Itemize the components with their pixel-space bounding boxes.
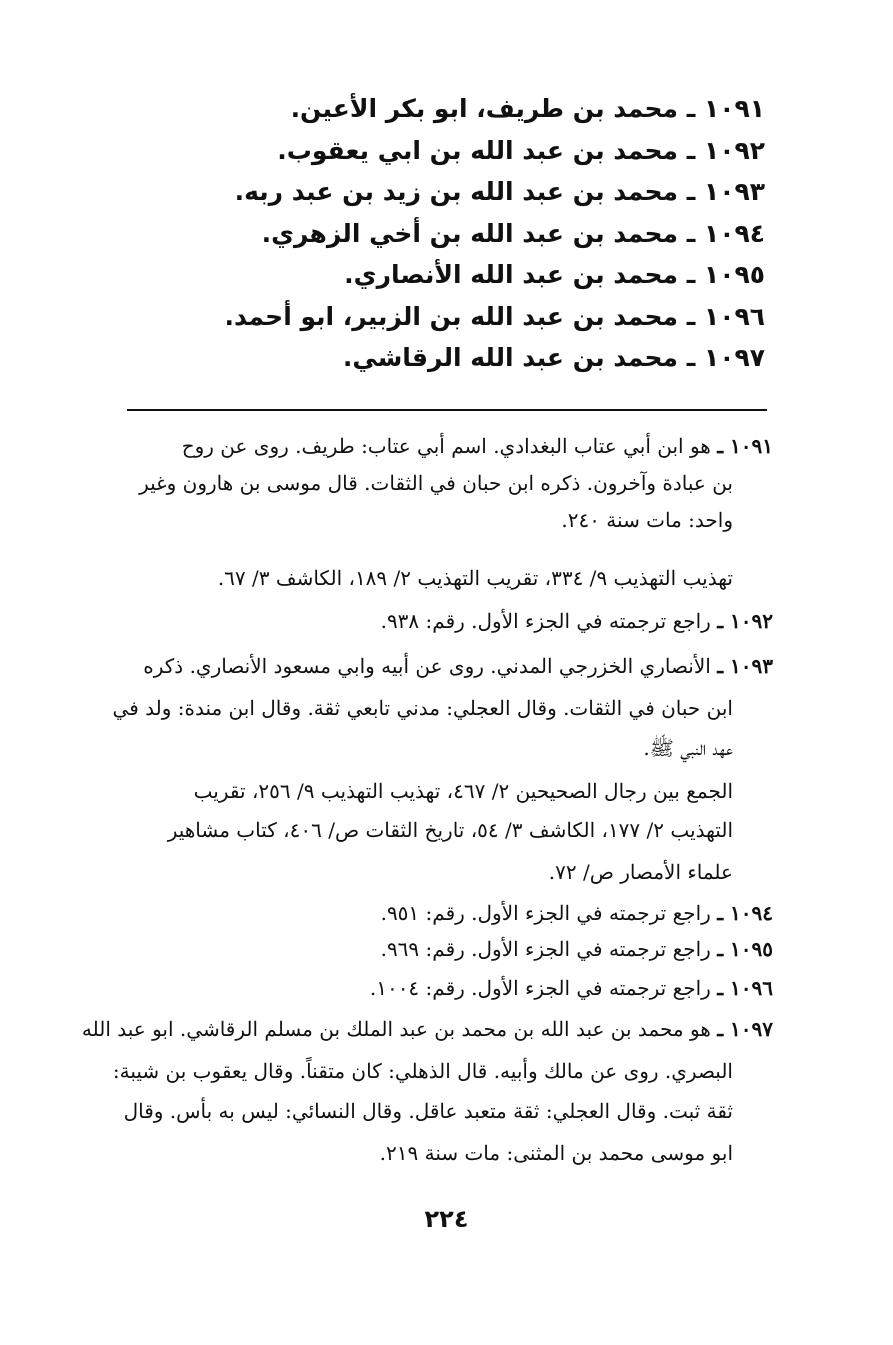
footnote-number: ١٠٩٢ ـ bbox=[717, 609, 773, 633]
footnote-1093-line bbox=[76, 648, 773, 685]
footnote-text: الأنصاري الخزرجي المدني. روى عن أبيه وابي مسعود الأنصاري. ذكره bbox=[143, 654, 711, 678]
list-item: ١٠٩٧ ـ محمد بن عبد الله الرقاشي. bbox=[342, 343, 765, 372]
footnote-text: هو ابن أبي عتاب البغدادي. اسم أبي عتاب: طريف. روى عن روح bbox=[181, 434, 711, 458]
footnote-number: ١٠٩٣ ـ bbox=[717, 654, 773, 678]
footnote-1094-line bbox=[76, 895, 773, 932]
list-item: ١٠٩٣ ـ محمد بن عبد الله بن زيد بن عبد ربه. bbox=[234, 177, 765, 206]
footnote-line: بن عبادة وآخرون. ذكره ابن حبان في الثقات. قال موسى بن هارون وغير bbox=[139, 471, 733, 495]
list-item: ١٠٩٢ ـ محمد بن عبد الله بن ابي يعقوب. bbox=[277, 135, 765, 165]
footnote-1092-line bbox=[76, 603, 773, 640]
footnote-line: ثقة ثبت. وقال العجلي: ثقة متعبد عاقل. وقال النسائي: ليس به بأس. وقال bbox=[123, 1099, 733, 1123]
footnote-reference: تهذيب التهذيب ٩/ ٣٣٤، تقريب التهذيب ٢/ ١٨٩، الكاشف ٣/ ٦٧. bbox=[217, 566, 733, 590]
footnote-1091-line bbox=[76, 428, 773, 465]
page-number: ٢٢٤ bbox=[424, 1205, 469, 1233]
list-item: ١٠٩٤ ـ محمد بن عبد الله بن أخي الزهري. bbox=[261, 218, 765, 248]
footnote-text: راجع ترجمته في الجزء الأول. رقم: ٩٥١. bbox=[380, 901, 711, 925]
footnote-number: ١٠٩٤ ـ bbox=[717, 901, 773, 925]
footnote-text: راجع ترجمته في الجزء الأول. رقم: ٩٣٨. bbox=[380, 609, 711, 633]
footnote-1097-line bbox=[76, 1011, 773, 1048]
footnote-text: راجع ترجمته في الجزء الأول. رقم: ١٠٠٤. bbox=[369, 976, 711, 1000]
entry-list bbox=[165, 88, 765, 379]
list-item: ١٠٩٥ ـ محمد بن عبد الله الأنصاري. bbox=[344, 260, 765, 289]
footnote-1096-line bbox=[76, 970, 773, 1007]
footnote-line: البصري. روى عن مالك وأبيه. قال الذهلي: كان متقناً. وقال يعقوب بن شيبة: bbox=[112, 1059, 733, 1083]
footnote-1095-line bbox=[76, 931, 773, 968]
footnote-line: ابو موسى محمد بن المثنى: مات سنة ٢١٩. bbox=[379, 1141, 733, 1165]
footnote-reference: علماء الأمصار ص/ ٧٢. bbox=[548, 860, 733, 884]
footnote-text: هو محمد بن عبد الله بن محمد بن عبد الملك بن مسلم الرقاشي. ابو عبد الله bbox=[81, 1017, 711, 1041]
footnote-divider bbox=[127, 409, 767, 411]
footnote-text: راجع ترجمته في الجزء الأول. رقم: ٩٦٩. bbox=[380, 937, 711, 961]
footnote-number: ١٠٩٧ ـ bbox=[717, 1017, 773, 1041]
footnote-line: واحد: مات سنة ٢٤٠. bbox=[561, 508, 733, 532]
footnote-line: عهد النبي ﷺ. bbox=[643, 736, 733, 760]
footnote-number: ١٠٩٦ ـ bbox=[717, 976, 773, 1000]
footnote-number: ١٠٩٥ ـ bbox=[717, 937, 773, 961]
list-item: ١٠٩٦ ـ محمد بن عبد الله بن الزبير، ابو أحمد. bbox=[224, 301, 765, 331]
footnote-number: ١٠٩١ ـ bbox=[717, 434, 773, 458]
footnote-reference: الجمع بين رجال الصحيحين ٢/ ٤٦٧، تهذيب التهذيب ٩/ ٢٥٦، تقريب bbox=[193, 779, 733, 803]
footnote-reference: التهذيب ٢/ ١٧٧، الكاشف ٣/ ٥٤، تاريخ الثقات ص/ ٤٠٦، كتاب مشاهير bbox=[167, 818, 733, 842]
list-item: ١٠٩١ ـ محمد بن طريف، ابو بكر الأعين. bbox=[290, 94, 765, 123]
footnote-line: ابن حبان في الثقات. وقال العجلي: مدني تابعي ثقة. وقال ابن مندة: ولد في bbox=[112, 696, 733, 720]
